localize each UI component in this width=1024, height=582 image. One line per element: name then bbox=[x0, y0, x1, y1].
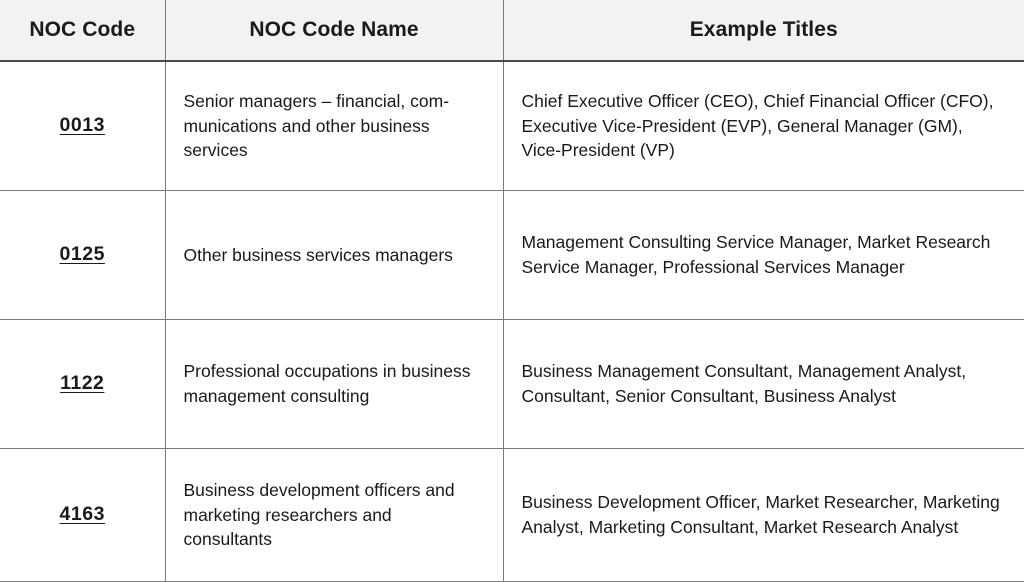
cell-noc-code-name: Professional occupations in business management consulting bbox=[165, 320, 503, 449]
cell-example-titles: Management Consulting Service Manager, Market Research Service Manager, Professional Services Manager bbox=[503, 191, 1024, 320]
noc-code-value: 4163 bbox=[59, 503, 105, 526]
cell-noc-code bbox=[0, 191, 165, 320]
table-header-row bbox=[0, 0, 1024, 61]
cell-example-titles: Chief Executive Officer (CEO), Chief Financial Officer (CFO), Executive Vice-President (EVP), General Manager (GM), Vice-President (VP) bbox=[503, 61, 1024, 191]
noc-code-value: 1122 bbox=[60, 372, 105, 395]
column-header-noc-code-name: NOC Code Name bbox=[165, 0, 503, 61]
table-row bbox=[0, 449, 1024, 582]
table-row bbox=[0, 61, 1024, 191]
cell-noc-code bbox=[0, 320, 165, 449]
cell-noc-code-name: Other business services managers bbox=[165, 191, 503, 320]
cell-example-titles: Business Management Consultant, Management Analyst, Consultant, Senior Consultant, Business Analyst bbox=[503, 320, 1024, 449]
cell-noc-code bbox=[0, 61, 165, 191]
cell-noc-code bbox=[0, 449, 165, 582]
cell-example-titles: Business Development Officer, Market Researcher, Marketing Analyst, Marketing Consultant, Market Research Analyst bbox=[503, 449, 1024, 582]
table-row bbox=[0, 320, 1024, 449]
column-header-example-titles: Example Titles bbox=[503, 0, 1024, 61]
column-header-noc-code: NOC Code bbox=[0, 0, 165, 61]
cell-noc-code-name: Business development officers and marketing researchers and consultants bbox=[165, 449, 503, 582]
table-row bbox=[0, 191, 1024, 320]
table-body bbox=[0, 61, 1024, 582]
cell-noc-code-name: Senior managers – financial, com-munications and other business services bbox=[165, 61, 503, 191]
noc-code-value: 0013 bbox=[59, 114, 105, 137]
table-header bbox=[0, 0, 1024, 61]
noc-code-value: 0125 bbox=[59, 243, 105, 266]
